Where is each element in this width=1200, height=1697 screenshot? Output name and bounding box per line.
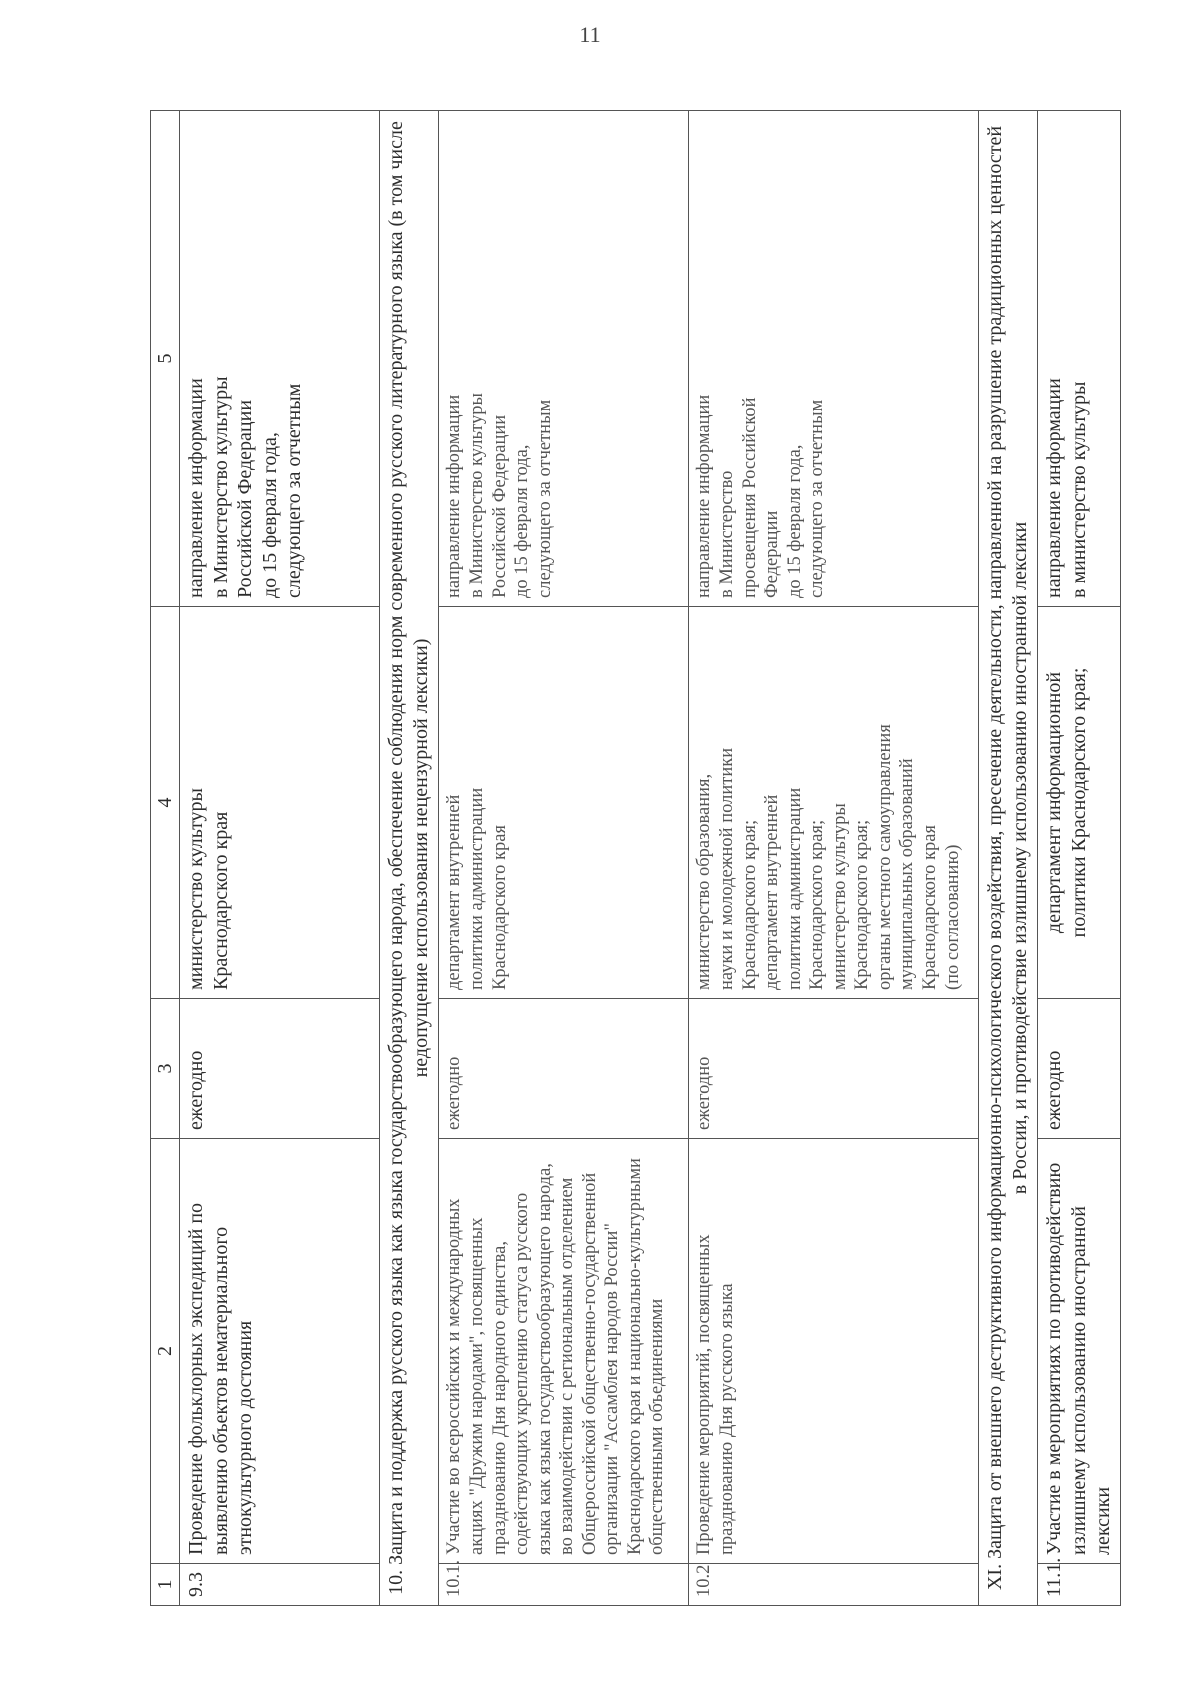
- executor-line: политики Краснодарского края;: [1067, 667, 1090, 938]
- result-line: Федерации: [762, 510, 783, 598]
- executor-line: Краснодарского края;: [807, 819, 828, 990]
- row-number: 9.3: [180, 1564, 380, 1606]
- executor-line: науки и молодежной политики: [716, 747, 737, 990]
- term-cell: ежегодно: [1038, 999, 1120, 1139]
- result-line: в Министерство: [716, 470, 737, 598]
- result-line: в Министерство культуры: [466, 393, 487, 598]
- result-cell: [1038, 111, 1120, 607]
- result-cell: [180, 111, 380, 607]
- term-cell: ежегодно: [439, 999, 689, 1139]
- executor-line: департамент внутренней: [444, 794, 465, 990]
- executor-line: Краснодарского края: [920, 825, 941, 990]
- executor-line: (по согласованию): [942, 844, 963, 990]
- page-number: 11: [579, 22, 601, 47]
- table-header-row: [151, 111, 180, 1606]
- result-line: направление информации: [444, 394, 465, 598]
- header-col-3: 3: [151, 999, 180, 1139]
- executor-line: органы местного самоуправления: [874, 724, 895, 990]
- event-cell: Участие в мероприятиях по противодействию излишнему использованию иностранной лексики: [1038, 1139, 1120, 1564]
- executor-line: Краснодарского края;: [739, 819, 760, 990]
- events-table: [150, 110, 1121, 1606]
- result-cell: [689, 111, 979, 607]
- table-row-11-1: [1038, 111, 1120, 1606]
- rotated-table-wrapper: [150, 111, 1115, 1606]
- table-row-10-1: [439, 111, 689, 1606]
- term-cell: ежегодно: [689, 999, 979, 1139]
- result-line: следующего за отчетным: [282, 383, 305, 598]
- result-line: следующего за отчетным: [534, 399, 555, 598]
- executor-line: политики администрации: [466, 787, 487, 990]
- header-col-2: 2: [151, 1139, 180, 1564]
- result-line: до 15 февраля года,: [784, 444, 805, 598]
- executor-line: министерство культуры: [829, 803, 850, 990]
- result-line: направление информации: [694, 394, 715, 598]
- executor-cell: [180, 607, 380, 999]
- result-line: просвещения Российской: [739, 397, 760, 598]
- result-line: до 15 февраля года,: [512, 444, 533, 598]
- header-col-1: 1: [151, 1564, 180, 1606]
- row-number: 10.1.: [439, 1564, 689, 1606]
- result-line: Российской Федерации: [234, 399, 257, 598]
- term-cell: ежегодно: [180, 999, 380, 1139]
- section-11-heading: [979, 111, 1038, 1606]
- section-10-heading: [380, 111, 439, 1606]
- event-cell: Участие во всероссийских и международных акциях "Дружим народами", посвященных празднованию Дня народного единства, содействующих укреплению статуса русского языка как языка государствообразующего народа, во взаимодействии с региональным отделением Общероссийской общественно-государственной организации "Ассамблея народов России" Краснодарского края и национально-культурными общественными объединениями: [439, 1139, 689, 1564]
- result-cell: [439, 111, 689, 607]
- executor-line: департамент внутренней: [762, 794, 783, 990]
- section-title: 10. Защита и поддержка русского языка как языка государствообразующего народа, обеспечение соблюдения норм современного русского литературного языка (в том числе недопущение использования нецензурной лексики): [380, 111, 439, 1606]
- result-line: направление информации: [1043, 378, 1066, 598]
- result-line: следующего за отчетным: [807, 399, 828, 598]
- executor-line: министерство образования,: [694, 773, 715, 990]
- executor-cell: [689, 607, 979, 999]
- table-row-10-2: [689, 111, 979, 1606]
- header-col-4: 4: [151, 607, 180, 999]
- event-cell: Проведение мероприятий, посвященных празднованию Дня русского языка: [689, 1139, 979, 1564]
- executor-cell: [439, 607, 689, 999]
- executor-cell: [1038, 607, 1120, 999]
- executor-line: Краснодарского края: [489, 825, 510, 990]
- header-col-5: 5: [151, 111, 180, 607]
- executor-line: департамент информационной: [1043, 671, 1066, 934]
- executor-line: муниципальных образований: [897, 758, 918, 990]
- executor-line: Краснодарского края;: [852, 819, 873, 990]
- section-title: XI. Защита от внешнего деструктивного информационно-психологического воздействия, пресечение деятельности, направленной на разрушение традиционных ценностей в России, и противодействие излишнему использованию иностранной лексики: [979, 111, 1038, 1606]
- result-line: Российской Федерации: [489, 414, 510, 598]
- row-number: 10.2: [689, 1564, 979, 1606]
- table-row-9-3: [180, 111, 380, 1606]
- result-line: до 15 февраля года,: [258, 432, 281, 598]
- result-line: в министерство культуры: [1067, 381, 1090, 598]
- executor-line: Краснодарского края: [209, 811, 232, 990]
- result-line: в Министерство культуры: [209, 376, 232, 598]
- executor-line: политики администрации: [784, 787, 805, 990]
- result-line: направление информации: [185, 378, 208, 598]
- executor-line: министерство культуры: [185, 788, 208, 990]
- row-number: 11.1.: [1038, 1564, 1120, 1606]
- event-cell: Проведение фольклорных экспедиций по выявлению объектов нематериального этнокультурного достояния: [180, 1139, 380, 1564]
